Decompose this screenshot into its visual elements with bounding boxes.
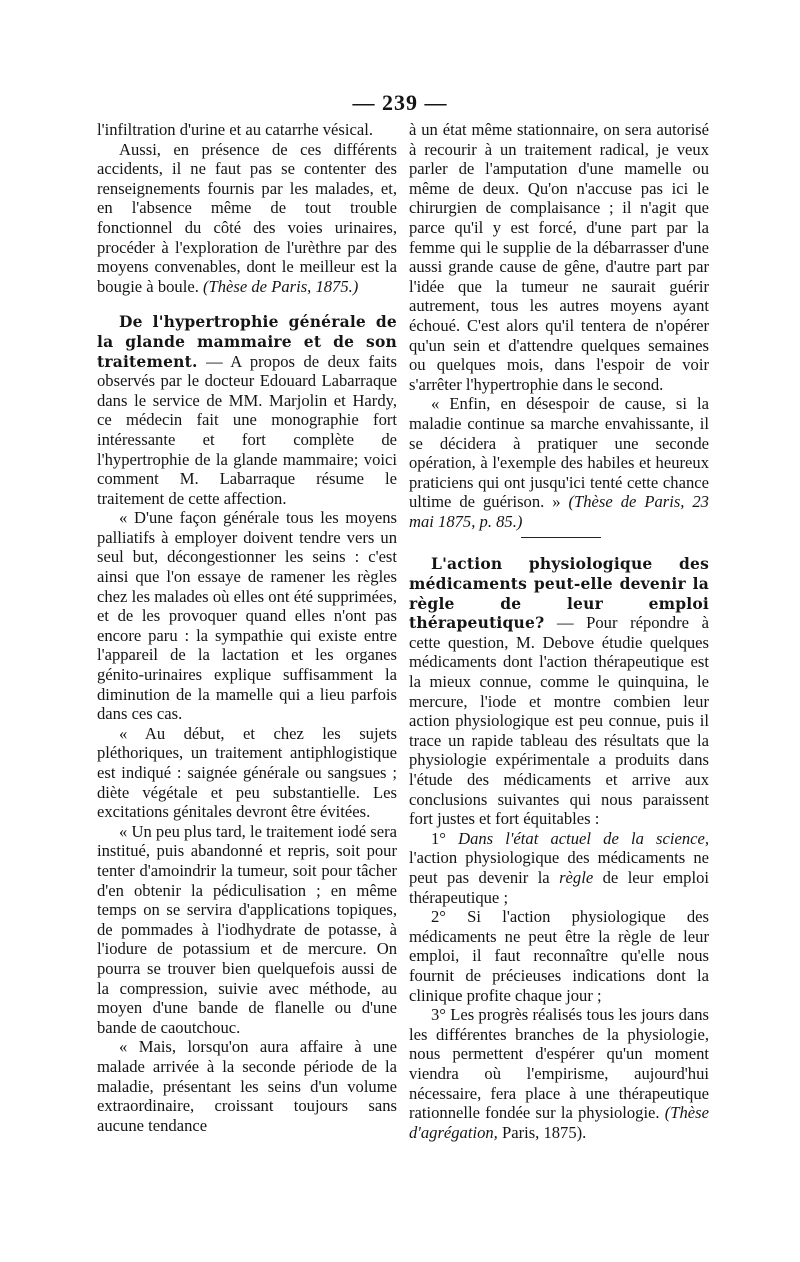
section-paragraph xyxy=(409,554,709,828)
paragraph: l'infiltration d'urine et au catarrhe vésical. xyxy=(97,120,373,139)
list-item: 2° Si l'action physiologique des médicaments ne peut être la règle de leur emploi, il faut reconnaître qu'elle nous fournit de précieuses indications dont la clinique profite chaque jour ; xyxy=(409,907,709,1005)
paragraph: « D'une façon générale tous les moyens palliatifs à employer doivent tendre vers un seul but, décongestionner les seins : c'est ainsi que l'on essaye de ramener les règles chez les malades où elles ont été supprimées, et de les provoquer quand elles n'ont pas encore paru : la sympathie qui existe entre l'appareil de la lactation et les organes génito-urinaires explique suffisamment la diminution de la mamelle qui a lieu parfois dans ces cas. xyxy=(97,508,397,724)
paragraph xyxy=(97,140,397,297)
citation-text: Paris, 1875). xyxy=(497,1122,587,1142)
section-paragraph xyxy=(97,312,397,508)
paragraph-text: — Pour répondre à cette question, M. Debove étudie quelques médicaments dont l'action thérapeutique est la mieux connue, comme le quinquina, le mercure, l'iode et montre combien leur action physiologique est peu connue, puis il trace un rapide tableau des résultats que la physiologie expérimentale a produits dans l'étude des médicaments et arrive aux conclusions suivantes qui nous paraissent fort justes et fort équitables : xyxy=(409,613,709,829)
citation: (Thèse d'agrégation, xyxy=(409,1103,709,1142)
left-column xyxy=(97,120,397,1135)
section-heading: De l'hypertrophie générale de la glande mammaire et de son traitement. xyxy=(97,312,397,371)
paragraph-text: — A propos de deux faits observés par le docteur Edouard Labarraque dans le service de MM. Marjolin et Hardy, ce médecin fait une monographie fort intéressante et fort complète de l'hypertrophie de la glande mammaire; voici comment M. Labarraque résume le traitement de cette affection. xyxy=(97,351,397,508)
item-text: 3° Les progrès réalisés tous les jours dans les différentes branches de la physiologie, nous permettent d'espérer qu'un moment viendra où l'empirisme, aujourd'hui nécessaire, fera place à une thérapeutique rationnelle fondée sur la physiologie. xyxy=(409,1005,709,1123)
item-number: 1° xyxy=(431,828,459,848)
section-heading: L'action physiologique des médicaments peut-elle devenir la règle de leur emploi thérapeutique? xyxy=(409,554,709,633)
paragraph-text: « Enfin, en désespoir de cause, si la maladie continue sa marche envahissante, il se décidera à pratiquer une seconde opération, à l'exemple des habiles et heureux praticiens qui ont jusqu'ici tenté cette chance ultime de guérison. » xyxy=(409,394,709,512)
citation: (Thèse de Paris, 1875.) xyxy=(203,276,359,296)
paragraph: « Un peu plus tard, le traitement iodé sera institué, puis abandonné et repris, soit pour tenter d'amoindrir la tumeur, soit pour tâcher d'en obtenir la pédiculisation ; en même temps on se servira d'applications topiques, de pommades à l'iodhydrate de potasse, à l'iodure de potassium et de mercure. On pourra se trouver bien quelquefois aussi de la compression, suivie avec méthode, au moyen d'une bande de flanelle ou d'une bande de caoutchouc. xyxy=(97,821,397,1037)
paragraph: « Mais, lorsqu'on aura affaire à une malade arrivée à la seconde période de la maladie, présentant les seins d'un volume extraordinaire, croissant toujours sans aucune tendance xyxy=(97,1037,397,1135)
paragraph xyxy=(409,394,709,531)
citation: (Thèse de Paris, 23 mai 1875, p. 85.) xyxy=(409,492,709,531)
item-text: de leur emploi thérapeutique ; xyxy=(409,867,709,907)
list-item xyxy=(409,1005,709,1142)
item-text: l'action physiologique des médicaments ne peut pas devenir la xyxy=(409,848,709,887)
section-divider xyxy=(521,537,601,538)
page-number: — 239 — xyxy=(352,90,448,115)
italic-text: règle xyxy=(559,867,594,887)
list-item xyxy=(409,829,709,907)
paragraph-text: Aussi, en présence de ces différents accidents, il ne faut pas se contenter des renseignements fournis par les malades, et, en l'absence même de tout trouble fonctionnel du côté des voies urinaires, procéder à l'exploration de l'urèthre par des moyens convenables, dont le meilleur est la bougie à boule. xyxy=(97,139,397,296)
right-column xyxy=(409,120,709,1142)
paragraph: à un état même stationnaire, on sera autorisé à recourir à un traitement radical, je veux parler de l'amputation d'une mamelle ou même de deux. Qu'on n'accuse pas ici le chirurgien de complaisance ; il n'agit que parce qu'il y est forcé, d'une part par la femme qui le supplie de la débarrasser d'une aussi grande cause de gêne, d'autre part par l'idée que la tumeur ne saurait guérir autrement, tous les autres moyens ayant échoué. C'est alors qu'il tentera de n'opérer qu'un sein et d'attendre quelques semaines ou quelques mois, dans l'espoir de voir s'arrêter l'hypertrophie dans le second. xyxy=(409,120,709,394)
italic-text: Dans l'état actuel de la science, xyxy=(458,828,709,848)
paragraph: « Au début, et chez les sujets pléthoriques, un traitement antiphlogistique est indiqué : saignée générale ou sangsues ; diète végétale et peu substantielle. Les excitations génitales devront être évitées. xyxy=(97,723,397,822)
